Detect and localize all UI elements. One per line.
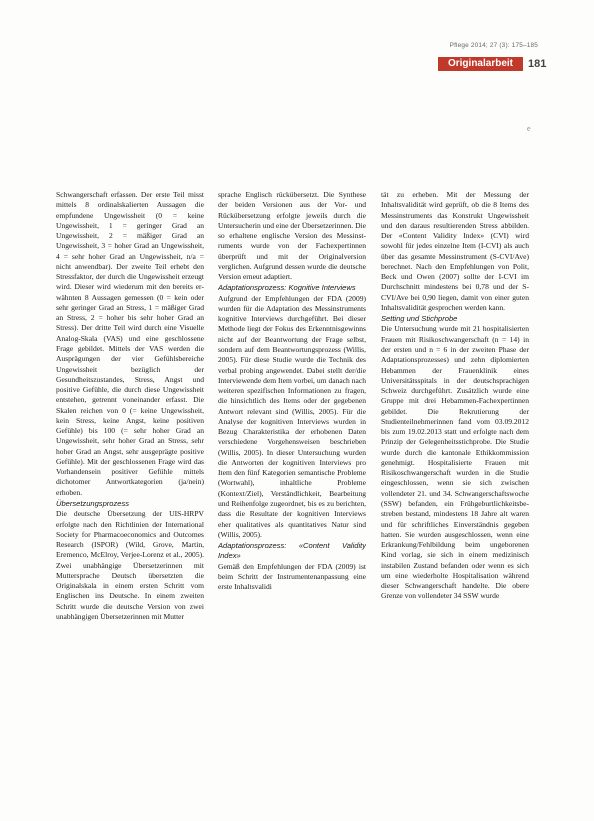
section-heading: Setting und Stichprobe	[381, 314, 458, 324]
section-heading: Adaptationsprozess: «Content Validity Index»	[218, 541, 366, 561]
paragraph: Schwangerschaft erfassen. Der erste Teil misst mittels 8 ordinalskalierten Aussagen die empfundene Ungewissheit (0 = keine Ungewissheit, 1 = geringer Grad an Ungewissheit, 2 = mäßiger Grad an Ungewissheit, 3 = hoher Grad an Ungewissheit, 4 = sehr hoher Grad an Ungewissheit, n/a = nicht anwendbar). Der zweite Teil erhebt den Stressfaktor, der durch die Ungewissheit erzeugt wird. Dieser wird wiederum mit den bereits erwähnten 8 Aussagen gemessen (0 = kein oder sehr geringer Grad an Stress, 1 = mäßiger Grad an Stress, 2 = hoher bis sehr hoher Grad an Stress). Der dritte Teil wird durch eine Visuelle Analog-Skala (VAS) und eine geschlossene Frage gebildet. Mittels der VAS werden die Ausprägungen der vier Gefühlsbereiche Ungewissheit bezüglich der Gesundheitszustandes, Stress, Angst und positive Gefühle, die durch diese Ungewissheit entstehen, getrennt voneinander erfasst. Die Skalen reichen von 0 (= keine Ungewissheit, kein Stress, keine Angst, keine positiven Gefühle) bis 100 (= sehr hoher Grad an Ungewissheit, sehr hoher Grad an Stress, sehr hoher Grad an Angst, sehr ausgeprägte positive Gefühle). Mit der geschlossenen Frage wird das Vorhandensein positiver Gefühle mittels dichotomer Antwortkategorien (ja/nein) erhoben.	[56, 190, 204, 497]
paragraph: tät zu erheben. Mit der Messung der Inhaltsvalidität wird geprüft, ob die 8 Items des Messinstruments das Konstrukt Ungewissheit und den daraus resultierenden Stress abbilden. Der «Content Validity Index» (CVI) wird sowohl für jedes einzelne Item (I-CVI) als auch über das gesamte Messinstrument (S-CVI/Ave) berechnet. Nach den Empfehlungen von Polit, Beck und Owen (2007) sollte der I-CVI im Durchschnitt mindestens bei 0,78 und der S-CVI/Ave bei 0,90 liegen, damit von einer guten Inhaltsvalidität gesprochen werden kann.	[381, 190, 529, 312]
page-number: 181	[528, 58, 547, 70]
paragraph: Aufgrund der Empfehlungen der FDA (2009) wurden für die Adaptation des Messinstruments kognitive Interviews durchgeführt. Bei dieser Methode liegt der Fokus des Erkenntnisgewinns nicht auf der Beantwortung der Frage selbst, sondern auf dem Beantwortungsprozess (Willis, 2005). Für diese Studie wurde die Technik des verbal probing angewendet. Dabei stellt der/die Interviewende dem Item vorbei, um danach nach weiteren spezifischen Informationen zu fragen, die hinsichtlich des Items oder der gegebenen Antwort relevant sind (Willis, 2005). Für die Analyse der kognitiven Interviews wurden in Bezug Charakteristika der erhobenen Daten verschiedene Vorgehensweisen beschrieben (Willis, 2005). In dieser Untersuchung wurden die Antworten der kognitiven Interviews pro Item den fünf Kategorien semantische Probleme (Wortwahl), inhaltliche Probleme (Kontext/Ziel), Verständlichkeit, Bearbeitung und Reihenfolge zugeordnet, bis es zu berichten, dass die Resultate der kognitiven Interviews eher qualitatives als quantitatives Natur sind (Willis, 2005).	[218, 293, 366, 539]
text-column-1	[56, 190, 204, 804]
page-header	[0, 0, 594, 133]
paragraph: sprache Englisch rückübersetzt. Die Synthese der beiden Versionen aus der Vor- und Rückübersetzung erfolgte jeweils durch die Untersucherin und eine der Übersetzerinnen. Die so erhaltene englische Version des Messinstruments wurde von der Fachexpertinnen überprüft und mit der Originalversion verglichen. Aufgrund dessen wurde die deutsche Version erneut adaptiert.	[218, 190, 366, 282]
section-heading: Adaptationsprozess: Kognitive Interviews	[218, 283, 356, 293]
section-badge: Originalarbeit	[438, 57, 523, 71]
paragraph: Die Untersuchung wurde mit 21 hospitalisierten Frauen mit Risikoschwangerschaft (n = 14) in der ersten und n = 6 in der zweiten Phase der Adaptationsprozesses) und zehn diplomierten Hebammen der Frauenklinik eines Universitätsspitals in der deutschsprachigen Schweiz durchgeführt. Zusätzlich wurde eine Gruppe mit drei Hebammen-Fachexpertinnen gebildet. Die Rekrutierung der Studienteilnehmerinnen fand vom 03.09.2012 bis zum 19.02.2013 statt und erfolgte nach dem Prinzip der Gelegenheitsstichprobe. Die Studie wurde durch die kantonale Ethikkommission genehmigt. Hospitalisierte Frauen mit Risikoschwangerschaft wurden in die Studie eingeschlossen, wenn sie sich zwischen vollendeter 21. und 34. Schwangerschaftswoche (SSW) befanden, ein Frühgeburtlichkeitsbestreben bestand, mindestens 18 Jahre alt waren und für schriftliches Einverständnis gegeben hatten. Sie wurden ausgeschlossen, wenn eine Erkrankung/Fehlbildung beim ungeborenen Kind vorlag, sie sich in einem medizinisch instabilen Zustand befanden oder wenn es sich um eine wiederholte Hospitalisation während dieser Schwangerschaft handelte. Die obere Grenze von vollendeter 34 SSW wurde	[381, 324, 529, 601]
article-body	[56, 190, 529, 804]
margin-mark: e	[527, 124, 531, 133]
paragraph: Gemäß den Empfehlungen der FDA (2009) ist beim Schritt der Instrumentenanpassung eine erste Inhaltsvalidi	[218, 561, 366, 592]
paragraph: Die deutsche Übersetzung der UIS-HRPV erfolgte nach den Richtlinien der International Society for Pharmacoeconomics and Outcomes Research (ISPOR) (Wild, Grove, Martin, Eremenco, McElroy, Verjee-Lorenz et al., 2005). Zwei unabhängige Übersetzerinnen mit Muttersprache Deutsch übersetzten die Originalskala in einem ersten Schritt vom Englischen ins Deutsche. In einem zweiten Schritt wurde die deutsche Version von zwei unabhängigen Übersetzerinnen mit Mutter	[56, 509, 204, 621]
section-heading: Übersetzungsprozess	[56, 498, 129, 508]
text-column-2	[218, 190, 366, 804]
text-column-3	[381, 190, 529, 804]
journal-reference: Pflege 2014; 27 (3): 175–185	[449, 42, 538, 49]
